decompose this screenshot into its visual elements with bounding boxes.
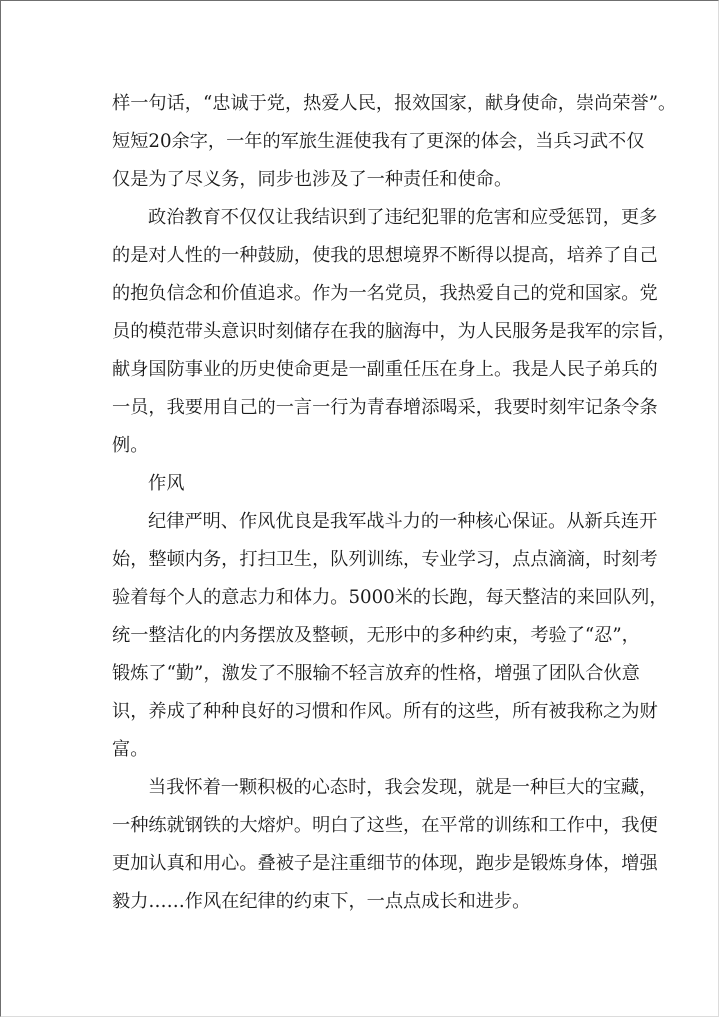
text-line: 一员，我要用自己的一言一行为青春增添喝采，我要时刻牢记条令条 (112, 397, 658, 418)
text-line: 一种练就钢铁的大熔炉。明白了这些，在平常的训练和工作中，我便 (112, 815, 658, 836)
text-line: 政治教育不仅仅让我结识到了违纪犯罪的危害和应受惩罚，更多 (148, 207, 658, 228)
text-line: 更加认真和用心。叠被子是注重细节的体现，跑步是锻炼身体，增强 (112, 853, 658, 874)
text-line: 统一整洁化的内务摆放及整顿，无形中的多种约束，考验了“忍”， (112, 625, 640, 646)
text-line: 锻炼了“勤”，激发了不服输不轻言放弃的性格，增强了团队合伙意 (112, 663, 640, 684)
text-line: 始，整顿内务，打扫卫生，队列训练，专业学习，点点滴滴，时刻考 (112, 549, 658, 570)
text-line: 样一句话，“忠诚于党，热爱人民，报效国家，献身使命，崇尚荣誉”。 (112, 93, 677, 114)
text-line: 的是对人性的一种鼓励，使我的思想境界不断得以提高，培养了自己 (112, 245, 658, 266)
text-line: 例。 (112, 435, 149, 456)
text-line: 识，养成了种种良好的习惯和作风。所有的这些，所有被我称之为财 (112, 701, 658, 722)
text-line: 员的模范带头意识时刻储存在我的脑海中，为人民服务是我军的宗旨， (112, 321, 676, 342)
text-line: 当我怀着一颗积极的心态时，我会发现，就是一种巨大的宝藏， (148, 777, 658, 798)
text-line: 富。 (112, 739, 149, 760)
text-line: 仅是为了尽义务，同步也涉及了一种责任和使命。 (112, 169, 513, 190)
text-line: 短短20余字，一年的军旅生涯使我有了更深的体会，当兵习武不仅 (112, 131, 645, 152)
text-line: 验着每个人的意志力和体力。5000米的长跑，每天整洁的来回队列， (112, 587, 668, 608)
text-line: 的抱负信念和价值追求。作为一名党员，我热爱自己的党和国家。党 (112, 283, 658, 304)
section-heading: 作风 (148, 473, 185, 494)
text-line: 纪律严明、作风优良是我军战斗力的一种核心保证。从新兵连开 (148, 511, 658, 532)
text-line: 毅力……作风在纪律的约束下，一点点成长和进步。 (112, 891, 531, 912)
text-line: 献身国防事业的历史使命更是一副重任压在身上。我是人民子弟兵的 (112, 359, 658, 380)
